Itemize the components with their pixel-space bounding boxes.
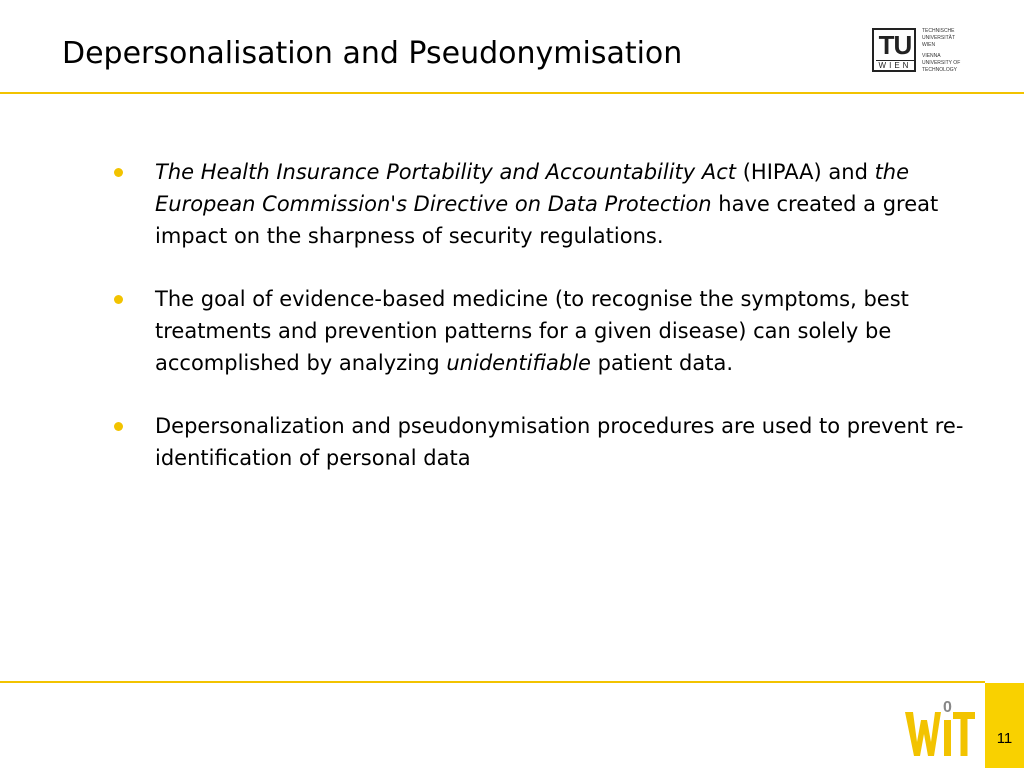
wit-logo-i — [944, 720, 951, 756]
tu-logo-letters: TU — [878, 30, 912, 60]
bullet-dot-icon — [114, 422, 123, 431]
bullet-text-plain: have created a great impact on the sharpness of security regulations. — [155, 192, 939, 248]
bullet-text-italic: the European Commission's Directive on Data Protection — [155, 160, 910, 216]
bullet-text-italic: The Health Insurance Portability and Accountability Act — [155, 160, 737, 184]
tu-logo-line: UNIVERSITY OF — [922, 60, 961, 66]
bullet-text-plain: The goal of evidence-based medicine (to recognise the symptoms, best treatments and prevention patterns for a given disease) can solely be accomplished by analyzing — [155, 287, 909, 375]
tu-logo-line: VIENNA — [922, 53, 941, 59]
bullet-item — [112, 283, 972, 379]
tu-wien-logo — [872, 28, 964, 76]
page-number: 11 — [996, 730, 1013, 747]
bullet-text — [155, 160, 938, 248]
bullet-item — [112, 156, 972, 252]
tu-logo-line: WIEN — [922, 42, 936, 48]
bullet-text-plain: Depersonalization and pseudonymisation procedures are used to prevent re-identification of personal data — [155, 414, 964, 470]
wit-logo — [903, 690, 975, 760]
bullet-item — [112, 410, 972, 474]
bullet-text-italic: unidentifiable — [446, 351, 591, 375]
bullet-text-plain: (HIPAA) and — [736, 160, 875, 184]
wit-logo-superscript: 0 — [943, 699, 952, 716]
corner-accent — [985, 683, 1024, 768]
bullet-text — [155, 287, 909, 375]
bullet-dot-icon — [114, 295, 123, 304]
wit-logo-w — [905, 712, 941, 756]
slide-title: Depersonalisation and Pseudonymisation — [62, 36, 683, 71]
tu-logo-line: TECHNISCHE — [922, 28, 955, 34]
bullet-text — [155, 414, 963, 470]
footer-divider — [0, 681, 985, 683]
bullet-list — [112, 156, 972, 505]
wit-logo-t-stem — [961, 712, 968, 756]
tu-logo-mark — [872, 28, 916, 72]
tu-logo-line: UNIVERSITÄT — [922, 35, 956, 41]
tu-logo-line: TECHNOLOGY — [922, 67, 958, 73]
tu-logo-text — [922, 28, 966, 74]
tu-logo-city: WIEN — [876, 60, 914, 71]
bullet-text-plain: patient data. — [590, 351, 734, 375]
bullet-dot-icon — [114, 168, 123, 177]
header-divider — [0, 92, 1024, 94]
